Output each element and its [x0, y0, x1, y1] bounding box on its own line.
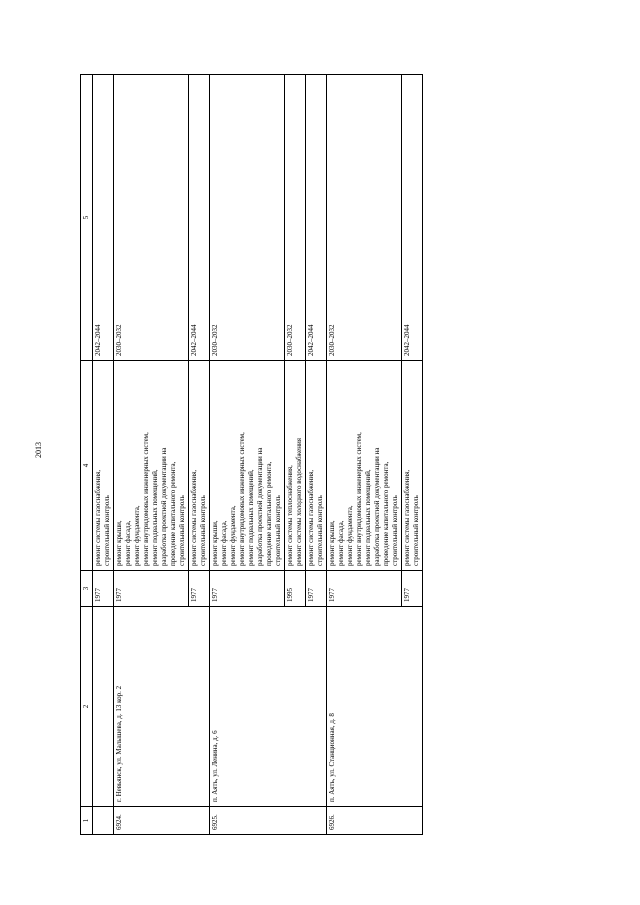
work-item: ремонт внутридомовых инженерных систем, [355, 432, 363, 566]
table-row [327, 75, 402, 835]
works-cell [189, 361, 210, 571]
work-item: ремонт фундамента, [133, 505, 141, 566]
row-number-cell [93, 807, 114, 835]
work-item: ремонт системы газоснабжения, [190, 469, 198, 566]
work-item: ремонт фундамента, [346, 505, 354, 566]
work-item: строительный контроль [274, 495, 282, 566]
works-cell [306, 361, 327, 571]
address-cell: п. Аять, ул. Ленина, д. 6 [210, 607, 327, 807]
table-row [93, 75, 114, 835]
work-item: проведение капитального ремонта, [382, 461, 390, 566]
year-cell: 1977 [114, 571, 189, 607]
work-item: ремонт внутридомовых инженерных систем, [142, 432, 150, 566]
works-cell [327, 361, 402, 571]
work-item: строительный контроль [199, 495, 207, 566]
work-item: ремонт системы теплоснабжения, [286, 465, 294, 566]
period-cell: 2042–2044 [189, 75, 210, 361]
period-cell: 2030–2032 [285, 75, 306, 361]
page-number: 2013 [34, 442, 43, 458]
year-cell: 1977 [402, 571, 423, 607]
header-cell: 2 [81, 607, 93, 807]
work-item: строительный контроль [391, 495, 399, 566]
year-cell: 1977 [306, 571, 327, 607]
table-row [114, 75, 189, 835]
work-item: разработка проектной документации на [160, 447, 168, 566]
work-item: ремонт системы газоснабжения, [403, 469, 411, 566]
work-item: ремонт крыши, [328, 520, 336, 566]
year-cell: 1977 [210, 571, 285, 607]
address-cell [93, 607, 114, 807]
header-row [81, 75, 93, 835]
work-item: ремонт крыши, [211, 520, 219, 566]
work-item: строительный контроль [178, 495, 186, 566]
header-cell: 3 [81, 571, 93, 607]
work-item: ремонт фасада, [124, 520, 132, 566]
rotated-table-wrapper [80, 75, 500, 835]
work-item: разработка проектной документации на [373, 447, 381, 566]
work-item: ремонт фасада, [220, 520, 228, 566]
repair-schedule-table [80, 74, 423, 835]
period-cell: 2042–2044 [93, 75, 114, 361]
work-item: ремонт внутридомовых инженерных систем, [238, 432, 246, 566]
period-cell: 2030–2032 [327, 75, 402, 361]
work-item: строительный контроль [412, 495, 420, 566]
row-number-cell: 6924. [114, 807, 210, 835]
period-cell: 2030–2032 [114, 75, 189, 361]
period-cell: 2030–2032 [210, 75, 285, 361]
table-row [210, 75, 285, 835]
work-item: ремонт подвальных помещений, [247, 469, 255, 566]
work-item: ремонт фундамента, [229, 505, 237, 566]
year-cell: 1977 [327, 571, 402, 607]
address-cell: г. Невьянск, ул. Малышева, д. 13 кор. 2 [114, 607, 210, 807]
year-cell: 1977 [189, 571, 210, 607]
header-cell: 5 [81, 75, 93, 361]
work-item: проведение капитального ремонта, [169, 461, 177, 566]
period-cell: 2042–2044 [402, 75, 423, 361]
work-item: ремонт фасада, [337, 520, 345, 566]
row-number-cell: 6926. [327, 807, 423, 835]
header-cell: 1 [81, 807, 93, 835]
work-item: ремонт системы газоснабжения, [94, 469, 102, 566]
work-item: ремонт подвальных помещений, [364, 469, 372, 566]
work-item: ремонт подвальных помещений, [151, 469, 159, 566]
year-cell: 1977 [93, 571, 114, 607]
works-cell [114, 361, 189, 571]
address-cell: п. Аять, ул. Станционная, д. 8 [327, 607, 423, 807]
row-number-cell: 6925. [210, 807, 327, 835]
work-item: строительный контроль [316, 495, 324, 566]
period-cell: 2042–2044 [306, 75, 327, 361]
works-cell [210, 361, 285, 571]
work-item: проведение капитального ремонта, [265, 461, 273, 566]
works-cell [402, 361, 423, 571]
works-cell [285, 361, 306, 571]
work-item: ремонт крыши, [115, 520, 123, 566]
works-cell [93, 361, 114, 571]
year-cell: 1995 [285, 571, 306, 607]
work-item: ремонт системы холодного водоснабжения [295, 438, 303, 566]
work-item: строительный контроль [103, 495, 111, 566]
header-cell: 4 [81, 361, 93, 571]
work-item: разработка проектной документации на [256, 447, 264, 566]
work-item: ремонт системы газоснабжения, [307, 469, 315, 566]
